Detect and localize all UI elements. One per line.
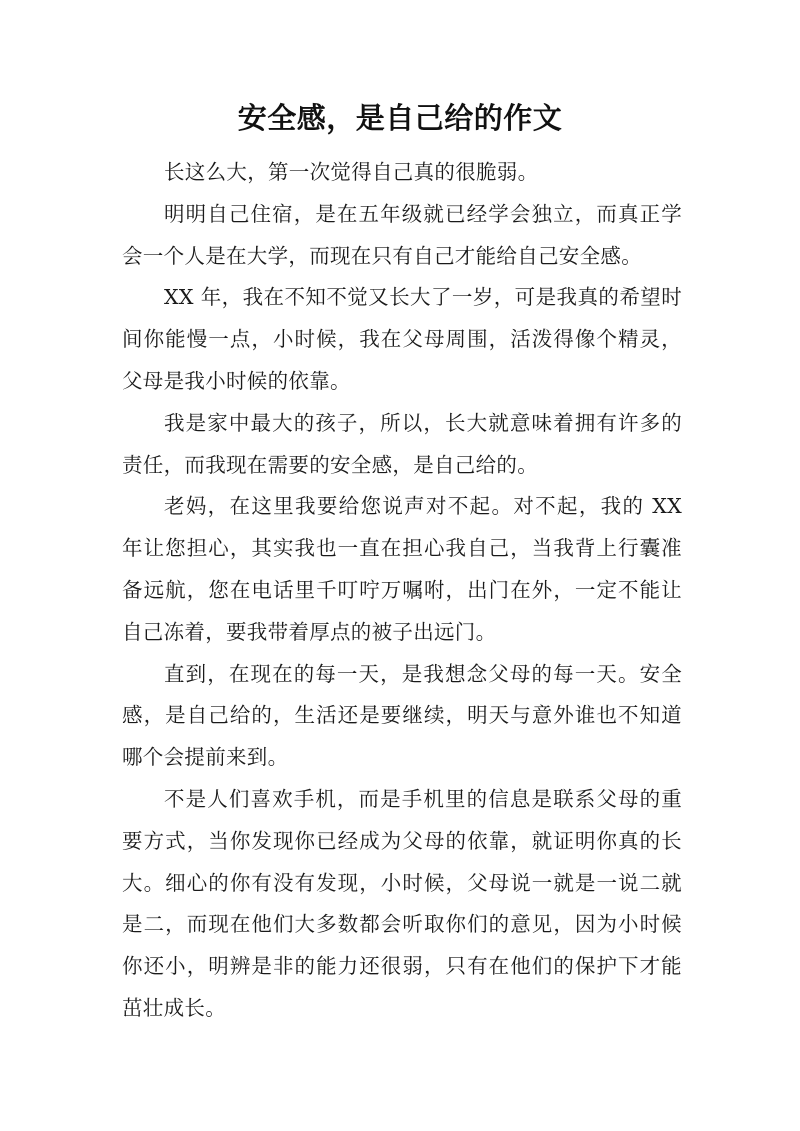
paragraph-2: 明明自己住宿，是在五年级就已经学会独立，而真正学会一个人是在大学，而现在只有自己才能给自己安全感。 — [122, 201, 682, 268]
paragraph-3: XX 年，我在不知不觉又长大了一岁，可是我真的希望时间你能慢一点，小时候，我在父母周围，活泼得像个精灵，父母是我小时候的依靠。 — [122, 285, 682, 393]
paragraph-1: 长这么大，第一次觉得自己真的很脆弱。 — [164, 160, 539, 184]
paragraph-5: 老妈，在这里我要给您说声对不起。对不起，我的 XX 年让您担心，其实我也一直在担心我自己，当我背上行囊准备远航，您在电话里千叮咛万嘱咐，出门在外，一定不能让自己冻着，要我带着厚点的被子出远门。 — [122, 494, 682, 644]
page-title: 安全感，是自己给的作文 — [237, 101, 563, 135]
paragraph-7: 不是人们喜欢手机，而是手机里的信息是联系父母的重要方式，当你发现你已经成为父母的依靠，就证明你真的长大。细心的你有没有发现，小时候，父母说一就是一说二就是二，而现在他们大多数都会听取你们的意见，因为小时候你还小，明辨是非的能力还很弱，只有在他们的保护下才能茁壮成长。 — [122, 786, 682, 1020]
paragraph-4: 我是家中最大的孩子，所以，长大就意味着拥有许多的责任，而我现在需要的安全感，是自己给的。 — [122, 410, 682, 477]
paragraph-6: 直到，在现在的每一天，是我想念父母的每一天。安全感，是自己给的，生活还是要继续，明天与意外谁也不知道哪个会提前来到。 — [122, 661, 682, 770]
essay-body — [122, 152, 682, 1030]
